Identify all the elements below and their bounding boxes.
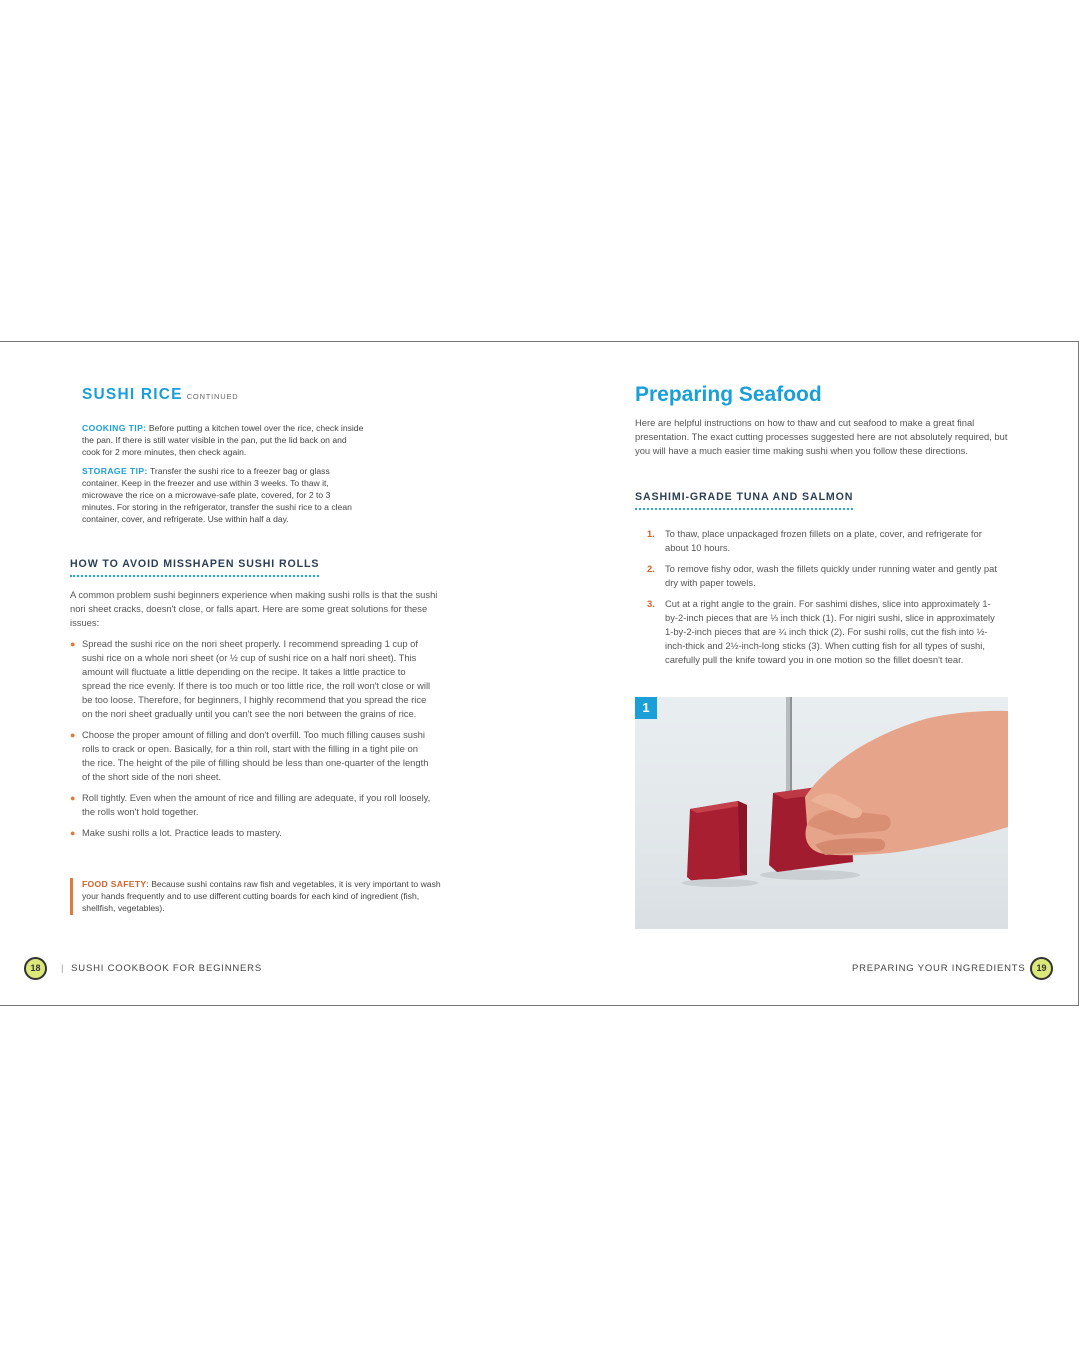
bullet-icon: ● xyxy=(70,793,76,803)
steps-list xyxy=(635,527,997,674)
footer-right xyxy=(852,963,1036,974)
list-item: ● Spread the sushi rice on the nori sheet properly. I recommend spreading 1 cup of sushi rice on a whole nori sheet (or ½ cup of sushi rice on a half nori sheet). This amount will fluctuate a little depending on the recipe. It takes a little practice to spread the rice evenly. If there is too much or too little rice, the roll won't close or will be too loose. Therefore, for beginners, I highly recommend that you spread the rice on the nori sheet gradually until you can't see the nori between the grains of rice. xyxy=(70,638,431,719)
cooking-tip-label: COOKING TIP: xyxy=(82,423,147,433)
tuna-salmon-heading: SASHIMI-GRADE TUNA AND SALMON xyxy=(635,491,853,510)
solutions-list xyxy=(70,637,432,847)
food-safety-text: : Because sushi contains raw fish and vegetables, it is very important to wash your hands frequently and to use different cutting boards for each kind of ingredient (fish, shellfish, vegetables). xyxy=(82,879,441,914)
list-item: 3. Cut at a right angle to the grain. For sashimi dishes, slice into approximately 1-by-2-inch pieces that are ⅓ inch thick (1). For nigiri sushi, slice in approximately 1-by-2-inch pieces that are ¼ inch thick (2). For sushi rolls, cut the fish into ½-inch-thick and 2½-inch-long sticks (3). When cutting fish for all types of sushi, carefully pull the knife toward you in one motion so the fillet doesn't tear. xyxy=(647,598,995,665)
food-safety-callout xyxy=(70,878,452,915)
cooking-tip-text: Before putting a kitchen towel over the rice, check inside the pan. If there is still water visible in the pan, put the lid back on and cook for 2 more minutes, then check again. xyxy=(82,423,364,458)
list-item: 2. To remove fishy odor, wash the fillets quickly under running water and gently pat dry with paper towels. xyxy=(647,563,997,588)
page-number-left: 18 xyxy=(24,957,47,980)
book-title-footer: SUSHI COOKBOOK FOR BEGINNERS xyxy=(71,963,262,974)
misshapen-rolls-intro: A common problem sushi beginners experience when making sushi rolls is that the sushi nori sheet cracks, doesn't close, or falls apart. Here are some great solutions for these issues: xyxy=(70,589,438,628)
storage-tip-text: Transfer the sushi rice to a freezer bag or glass container. Keep in the freezer and use within 3 weeks. To thaw it, microwave the rice on a microwave-safe plate, covered, for 2 to 3 minutes. For storing in the refrigerator, transfer the sushi rice to a clean container, cover, and refrigerate. Use within half a day. xyxy=(82,466,352,525)
page-number-right: 19 xyxy=(1030,957,1053,980)
tuna-cutting-photo xyxy=(635,697,1008,929)
list-item: ● Choose the proper amount of filling and don't overfill. Too much filling causes sushi rolls to crack or open. Basically, for a thin roll, start with the filling in a tight pile on the rice. The height of the pile of filling should be less than one-quarter of the length of the short side of the nori sheet. xyxy=(70,729,429,782)
storage-tip xyxy=(82,465,364,525)
photo-step-badge: 1 xyxy=(635,697,657,719)
footer-separator: | xyxy=(61,963,65,974)
list-item: ● Roll tightly. Even when the amount of rice and filling are adequate, if you roll loosely, the rolls won't hold together. xyxy=(70,792,431,817)
step-number: 1. xyxy=(647,528,655,539)
bullet-icon: ● xyxy=(70,828,76,838)
storage-tip-label: STORAGE TIP: xyxy=(82,466,148,476)
preparing-seafood-intro: Here are helpful instructions on how to thaw and cut seafood to make a great final presentation. The exact cutting processes suggested here are not absolutely required, but you will have a much easier time making sushi when you follow these directions. xyxy=(635,417,1008,456)
list-item: 1. To thaw, place unpackaged frozen fillets on a plate, cover, and refrigerate for about 10 hours. xyxy=(647,528,982,553)
food-safety-label: FOOD SAFETY xyxy=(82,879,147,889)
left-page-title xyxy=(82,386,239,404)
footer-left xyxy=(61,963,262,974)
chapter-title-footer: PREPARING YOUR INGREDIENTS xyxy=(852,963,1026,974)
step-number: 3. xyxy=(647,598,655,609)
bullet-icon: ● xyxy=(70,639,76,649)
continued-label: CONTINUED xyxy=(186,392,239,401)
bullet-icon: ● xyxy=(70,730,76,740)
preparing-seafood-title: Preparing Seafood xyxy=(635,383,822,406)
cooking-tip xyxy=(82,422,364,458)
step-number: 2. xyxy=(647,563,655,574)
misshapen-rolls-heading: HOW TO AVOID MISSHAPEN SUSHI ROLLS xyxy=(70,558,319,577)
sushi-rice-title: SUSHI RICE xyxy=(82,386,183,403)
photo-illustration xyxy=(635,697,1008,929)
list-item: ● Make sushi rolls a lot. Practice leads to mastery. xyxy=(70,827,282,838)
